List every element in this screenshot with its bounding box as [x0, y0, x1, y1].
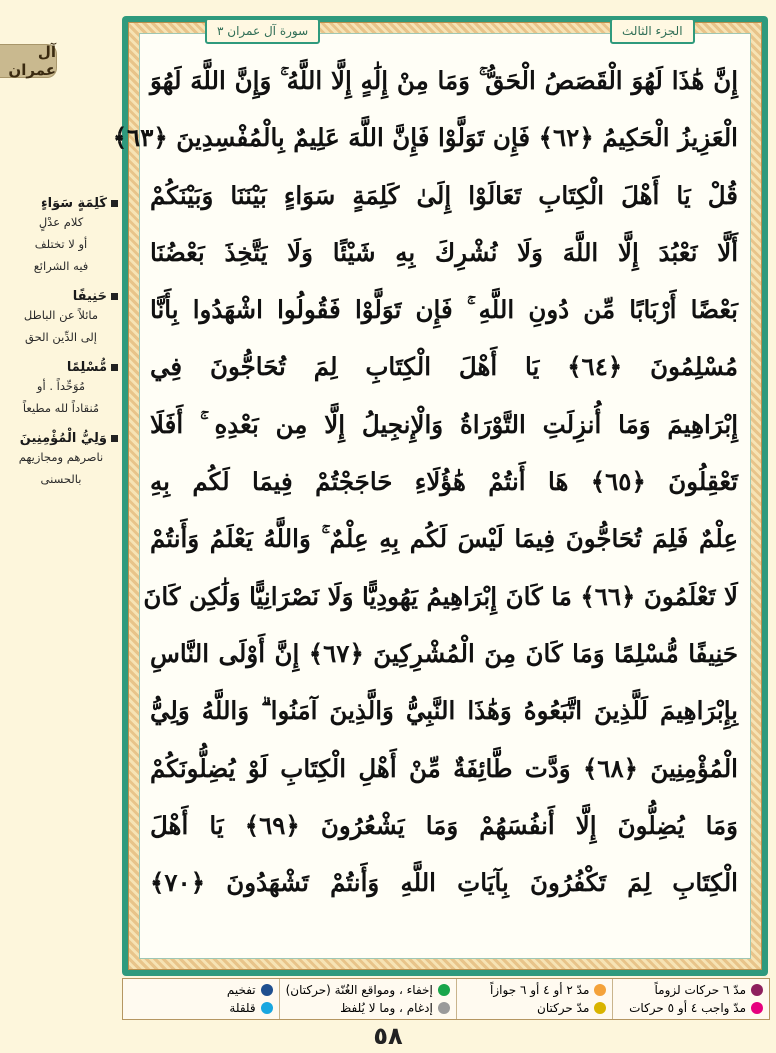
note-line: بالحسنى	[40, 472, 82, 486]
tajweed-legend	[122, 978, 770, 1020]
legend-column	[612, 979, 769, 1019]
note-line: أو لا تختلف	[34, 237, 88, 251]
verse-lines	[112, 52, 738, 911]
legend-label: مدّ واجب ٤ أو ٥ حركات	[629, 1001, 746, 1015]
verse-line: بِإِبْرَاهِيمَ لَلَّذِينَ اتَّبَعُوهُ وَهَٰذَا النَّبِيُّ وَالَّذِينَ آمَنُوا ۗ وَاللَّهُ وَلِيُّ	[150, 696, 738, 726]
verse-line: مُسْلِمُونَ ﴿٦٤﴾ يَا أَهْلَ الْكِتَابِ لِمَ تُحَاجُّونَ فِي	[150, 352, 738, 382]
color-dot-icon	[594, 1002, 606, 1014]
verse-line: الْعَزِيزُ الْحَكِيمُ ﴿٦٢﴾ فَإِن تَوَلَّوْا فَإِنَّ اللَّهَ عَلِيمٌ بِالْمُفْسِدِينَ ﴿٦٣﴾	[112, 123, 738, 153]
margin-note	[4, 289, 118, 348]
legend-item	[619, 1001, 763, 1015]
note-line: ناصرهم ومجازيهم	[18, 450, 104, 464]
color-dot-icon	[751, 1002, 763, 1014]
legend-label: مدّ ٢ أو ٤ أو ٦ جوازاً	[490, 983, 590, 997]
verse-line: إِنَّ هَٰذَا لَهُوَ الْقَصَصُ الْحَقُّ ۚ وَمَا مِنْ إِلَٰهٍ إِلَّا اللَّهُ ۚ وَإِنَّ اللَّهَ لَهُوَ	[150, 66, 738, 95]
legend-label: قلقلة	[229, 1001, 256, 1015]
legend-column	[279, 979, 456, 1019]
note-word: وَلِيُّ الْمُؤْمِنِينَ	[4, 431, 118, 446]
margin-notes	[4, 196, 118, 502]
verse-line: حَنِيفًا مُّسْلِمًا وَمَا كَانَ مِنَ الْمُشْرِكِينَ ﴿٦٧﴾ إِنَّ أَوْلَى النَّاسِ	[150, 638, 738, 668]
juz-header: الجزء الثالث	[610, 18, 695, 44]
legend-item	[619, 983, 763, 997]
note-word: حَنِيفًا	[4, 289, 118, 304]
verse-line: لَا تَعْلَمُونَ ﴿٦٦﴾ مَا كَانَ إِبْرَاهِيمُ يَهُودِيًّا وَلَا نَصْرَانِيًّا وَلَٰكِن كَانَ	[143, 581, 738, 611]
color-dot-icon	[261, 1002, 273, 1014]
legend-label: مدّ ٦ حركات لزوماً	[654, 983, 746, 997]
legend-item	[129, 1001, 273, 1015]
sura-header: سورة آل عمران ٣	[205, 18, 320, 44]
margin-note	[4, 196, 118, 277]
note-word: كَلِمَةٍ سَوَاءٍ	[4, 196, 118, 211]
color-dot-icon	[438, 984, 450, 996]
legend-item	[286, 1001, 450, 1015]
verse-line: إِبْرَاهِيمَ وَمَا أُنزِلَتِ التَّوْرَاةُ وَالْإِنجِيلُ إِلَّا مِن بَعْدِهِ ۚ أَفَلَا	[150, 409, 738, 439]
note-line: مُنقاداً لله مطيعاً	[22, 401, 100, 415]
verse-line: وَمَا يُضِلُّونَ إِلَّا أَنفُسَهُمْ وَمَا يَشْعُرُونَ ﴿٦٩﴾ يَا أَهْلَ	[150, 810, 738, 840]
legend-item	[129, 983, 273, 997]
color-dot-icon	[594, 984, 606, 996]
verse-line: عِلْمٌ فَلِمَ تُحَاجُّونَ فِيمَا لَيْسَ لَكُم بِهِ عِلْمٌ ۚ وَاللَّهُ يَعْلَمُ وَأَنتُمْ	[150, 524, 738, 554]
verse-line: قُلْ يَا أَهْلَ الْكِتَابِ تَعَالَوْا إِلَىٰ كَلِمَةٍ سَوَاءٍ بَيْنَنَا وَبَيْنَكُمْ	[150, 180, 738, 210]
note-word: مُّسْلِمًا	[4, 360, 118, 375]
page-number: ٥٨	[373, 1022, 403, 1050]
text-area	[112, 24, 751, 959]
legend-column	[123, 979, 279, 1019]
ornamental-border	[112, 22, 762, 970]
verse-line: تَعْقِلُونَ ﴿٦٥﴾ هَا أَنتُمْ هَٰؤُلَاءِ حَاجَجْتُمْ فِيمَا لَكُم بِهِ	[150, 467, 738, 497]
legend-column	[456, 979, 613, 1019]
verse-line: أَلَّا نَعْبُدَ إِلَّا اللَّهَ وَلَا نُشْرِكَ بِهِ شَيْئًا وَلَا يَتَّخِذَ بَعْضُنَا	[150, 237, 738, 267]
note-line: فيه الشرائع	[33, 259, 89, 273]
color-dot-icon	[438, 1002, 450, 1014]
legend-label: إدغام ، وما لا يُلفظ	[340, 1001, 433, 1015]
note-line: كلام عدْلٍ	[38, 215, 84, 229]
legend-label: إخفاء ، ومواقع الغُنّة (حركتان)	[285, 983, 433, 997]
verse-line: الْمُؤْمِنِينَ ﴿٦٨﴾ وَدَّت طَّائِفَةٌ مِّنْ أَهْلِ الْكِتَابِ لَوْ يُضِلُّونَكُمْ	[150, 753, 738, 783]
page-frame	[112, 16, 768, 976]
color-dot-icon	[751, 984, 763, 996]
note-line: مُوَحِّداً . أو	[36, 379, 86, 393]
note-line: مائلاً عن الباطل	[23, 308, 99, 322]
legend-label: تفخيم	[226, 983, 256, 997]
margin-note	[4, 360, 118, 419]
legend-item	[286, 983, 450, 997]
legend-label: مدّ حركتان	[537, 1001, 590, 1015]
margin-note	[4, 431, 118, 490]
verse-line: الْكِتَابِ لِمَ تَكْفُرُونَ بِآيَاتِ اللَّهِ وَأَنتُمْ تَشْهَدُونَ ﴿٧٠﴾	[150, 868, 738, 898]
legend-item	[463, 983, 607, 997]
color-dot-icon	[261, 984, 273, 996]
note-line: إلى الدِّين الحق	[25, 330, 97, 344]
legend-item	[463, 1001, 607, 1015]
sura-tab[interactable]: آل عمران	[0, 44, 57, 78]
verse-line: بَعْضًا أَرْبَابًا مِّن دُونِ اللَّهِ ۚ فَإِن تَوَلَّوْا فَقُولُوا اشْهَدُوا بِأَنَّا	[150, 295, 738, 325]
